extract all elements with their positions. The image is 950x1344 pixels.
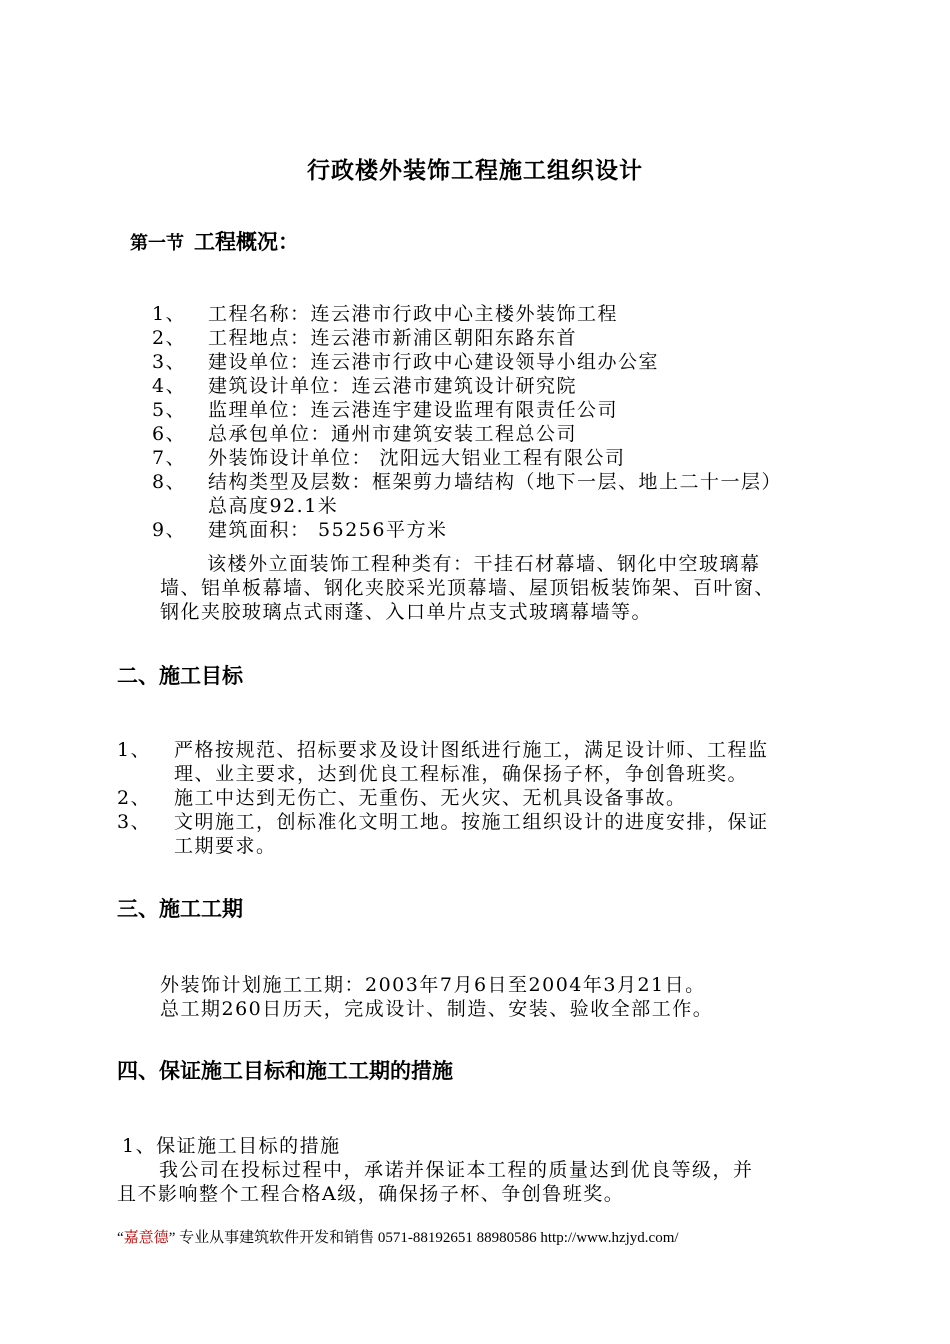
footer-brand: 嘉意德 <box>123 1230 169 1246</box>
section3-text: 外装饰计划施工工期：2003年7月6日至2004年3月21日。 总工期260日历天，完成设计、制造、安装、验收全部工作。 <box>160 974 714 1020</box>
section4-heading: 四、保证施工目标和施工工期的措施 <box>117 1059 453 1083</box>
list-item: 9、 建筑面积： 55256平方米 <box>152 519 448 541</box>
document-title: 行政楼外装饰工程施工组织设计 <box>307 158 643 184</box>
list-item: 1、 严格按规范、招标要求及设计图纸进行施工，满足设计师、工程监 <box>117 739 769 761</box>
section1-title: 工程概况： <box>194 230 299 254</box>
list-item: 8、 结构类型及层数：框架剪力墙结构（地下一层、地上二十一层） <box>152 471 783 493</box>
list-item: 3、 文明施工，创标准化文明工地。按施工组织设计的进度安排，保证 <box>117 811 769 833</box>
list-item: 6、 总承包单位：通州市建筑安装工程总公司 <box>152 423 578 445</box>
section4-subheading: 1、保证施工目标的措施 <box>122 1135 341 1157</box>
footer: “嘉意德” 专业从事建筑软件开发和销售 0571-88192651 88980586 http://www.hzjyd.com/ <box>117 1230 679 1246</box>
list-item-continuation: 理、业主要求，达到优良工程标准，确保扬子杯，争创鲁班奖。 <box>174 763 749 785</box>
list-item: 4、 建筑设计单位：连云港市建筑设计研究院 <box>152 375 578 397</box>
footer-contact: 专业从事建筑软件开发和销售 0571-88192651 88980586 http://www.hzjyd.com/ <box>175 1230 679 1246</box>
section3-heading: 三、施工工期 <box>117 897 243 921</box>
list-item-continuation: 工期要求。 <box>174 835 277 857</box>
section1-heading <box>130 226 299 256</box>
list-item: 2、 施工中达到无伤亡、无重伤、无火灾、无机具设备事故。 <box>117 787 687 809</box>
list-item: 7、 外装饰设计单位： 沈阳远大铝业工程有限公司 <box>152 447 626 469</box>
list-item: 2、 工程地点：连云港市新浦区朝阳东路东首 <box>152 327 578 349</box>
section2-list <box>117 738 769 858</box>
list-item: 1、 工程名称：连云港市行政中心主楼外装饰工程 <box>152 303 619 325</box>
list-item: 总高度92.1米 <box>208 495 339 517</box>
section1-list <box>152 302 782 542</box>
list-item: 3、 建设单位：连云港市行政中心建设领导小组办公室 <box>152 351 660 373</box>
section1-paragraph: 该楼外立面装饰工程种类有：干挂石材幕墙、钢化中空玻璃幕 墙、铝单板幕墙、钢化夹胶采光顶幕墙、屋顶铝板装饰架、百叶窗、 钢化夹胶玻璃点式雨蓬、入口单片点支式玻璃幕墙等。 <box>160 553 776 623</box>
section1-prefix: 第一节 <box>130 233 184 254</box>
list-item: 5、 监理单位：连云港连宇建设监理有限责任公司 <box>152 399 619 421</box>
section2-heading: 二、施工目标 <box>117 664 243 688</box>
section4-text: 我公司在投标过程中，承诺并保证本工程的质量达到优良等级，并 且不影响整个工程合格A级，确保扬子杯、争创鲁班奖。 <box>117 1159 754 1205</box>
